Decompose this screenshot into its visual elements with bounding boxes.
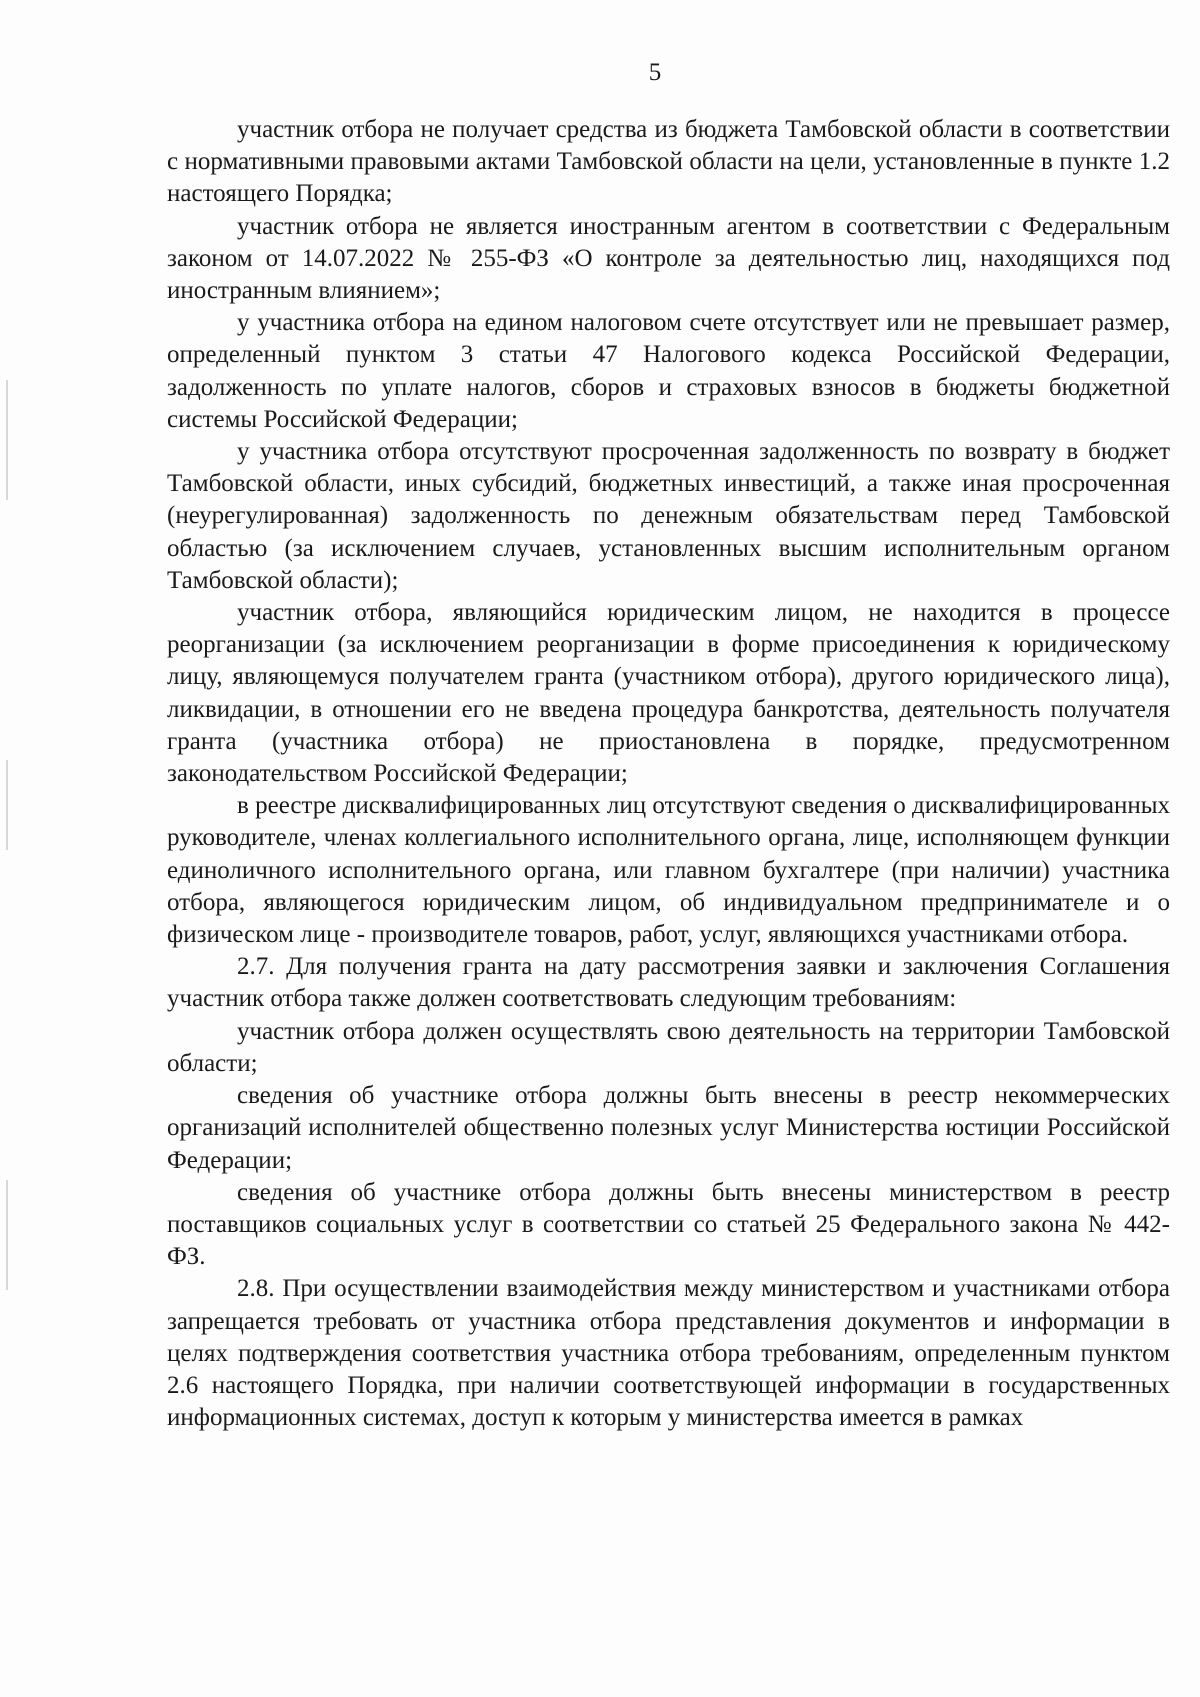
paragraph: участник отбора не является иностранным агентом в соответствии с Федеральным законом от 14.07.2022 № 255-ФЗ «О контроле за деятельностью лиц, находящихся под иностранным влиянием»; [167,212,1170,305]
scan-binder-mark [6,1180,8,1290]
paragraph: в реестре дисквалифицированных лиц отсутствуют сведения о дисквалифицированных руководителе, членах коллегиального исполнительного органа, лице, исполняющем функции единоличного исполнительного органа, или главном бухгалтере (при наличии) участника отбора, являющегося юридическим лицом, об индивидуальном предпринимателе и о физическом лице - производителе товаров, работ, услуг, являющихся участниками отбора. [167,792,1170,949]
section-2-8: 2.8. При осуществлении взаимодействия между министерством и участниками отбора запрещается требовать от участника отбора представления документов и информации в целях подтверждения соответствия участника отбора требованиям, определенным пунктом 2.6 настоящего Порядка, при наличии соответствующей информации в государственных информационных системах, доступ к которым у министерства имеется в рамках [167,1275,1170,1432]
paragraph: у участника отбора на едином налоговом счете отсутствует или не превышает размер, определенный пунктом 3 статьи 47 Налогового кодекса Российской Федерации, задолженность по уплате налогов, сборов и страховых взносов в бюджеты бюджетной системы Российской Федерации; [167,309,1170,433]
section-2-7: 2.7. Для получения гранта на дату рассмотрения заявки и заключения Соглашения участник отбора также должен соответствовать следующим требованиям: [167,953,1170,1013]
paragraph: участник отбора не получает средства из бюджета Тамбовской области в соответствии с нормативными правовыми актами Тамбовской области на цели, установленные в пункте 1.2 настоящего Порядка; [167,116,1170,208]
scan-binder-mark [6,380,8,500]
paragraph: участник отбора, являющийся юридическим лицом, не находится в процессе реорганизации (за исключением реорганизации в форме присоединения к юридическому лицу, являющемуся получателем гранта (участником отбора), другого юридического лица), ликвидации, в отношении его не введена процедура банкротства, деятельность получателя гранта (участника отбора) не приостановлена в порядке, предусмотренном законодательством Российской Федерации; [167,599,1170,788]
paragraph: у участника отбора отсутствуют просроченная задолженность по возврату в бюджет Тамбовской области, иных субсидий, бюджетных инвестиций, а также иная просроченная (неурегулированная) задолженность по денежным обязательствам перед Тамбовской областью (за исключением случаев, установленных высшим исполнительным органом Тамбовской области); [167,438,1170,594]
paragraph: сведения об участнике отбора должны быть внесены министерством в реестр поставщиков социальных услуг в соответствии со статьей 25 Федерального закона № 442-ФЗ. [167,1178,1170,1271]
paragraph: участник отбора должен осуществлять свою деятельность на территории Тамбовской области; [167,1017,1170,1077]
scan-binder-mark [6,760,8,850]
document-body [167,114,1170,1434]
page-number: 5 [648,59,662,86]
paragraph: сведения об участнике отбора должны быть внесены в реестр некоммерческих организаций исполнителей общественно полезных услуг Министерства юстиции Российской Федерации; [167,1082,1170,1174]
